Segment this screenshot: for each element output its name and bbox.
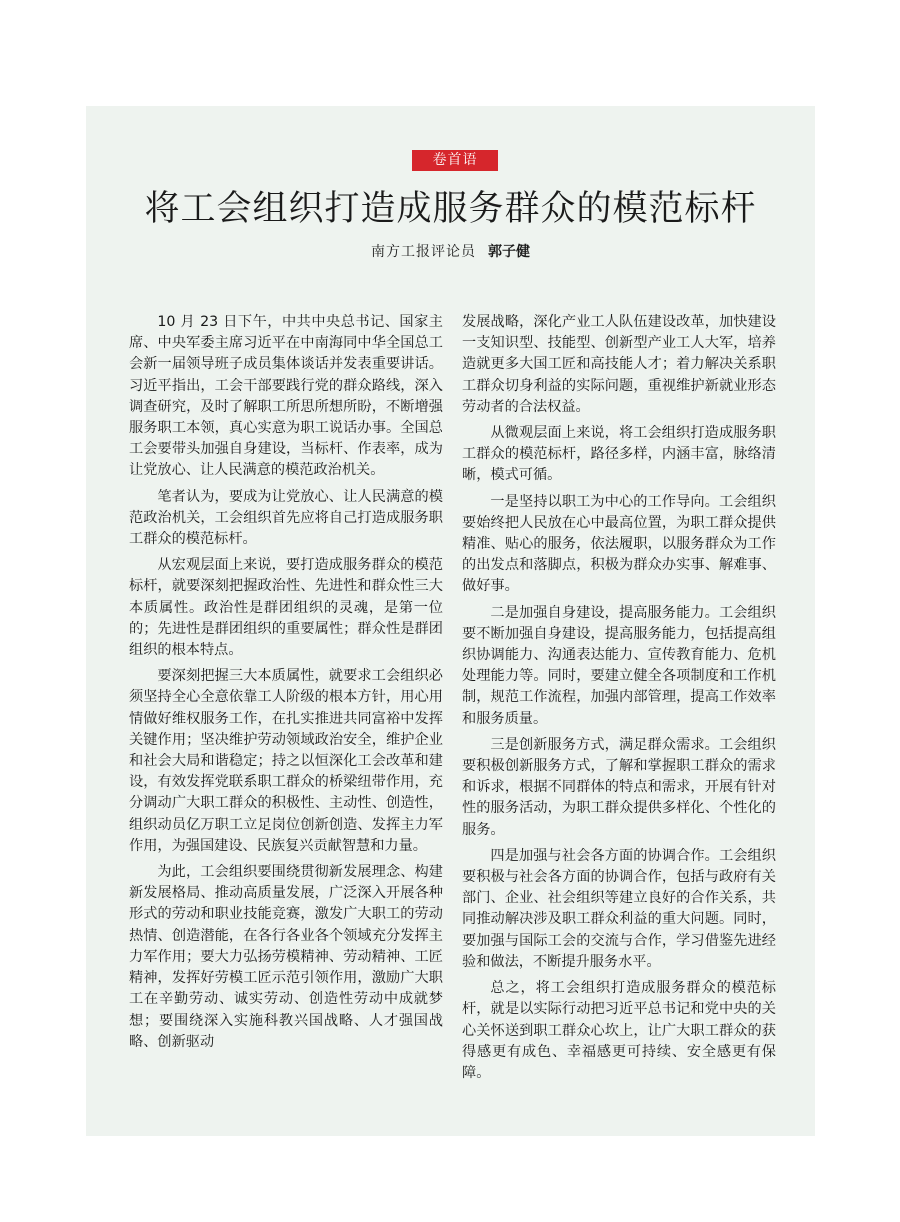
article-column-left <box>129 312 443 1058</box>
paragraph: 从微观层面上来说，将工会组织打造成服务职工群众的模范标杆，路径多样，内涵丰富，脉络清晰，模式可循。 <box>462 425 776 484</box>
byline-role: 南方工报评论员 <box>371 244 476 260</box>
paragraph: 笔者认为，要成为让党放心、让人民满意的模范政治机关，工会组织首先应将自己打造成服务职工群众的模范标杆。 <box>129 488 443 548</box>
paragraph-continued: 发展战略，深化产业工人队伍建设改革，加快建设一支知识型、技能型、创新型产业工人大军，培养造就更多大国工匠和高技能人才；着力解决关系职工群众切身利益的实际问题，重视维护新就业形态劳动者的合法权益。 <box>462 314 776 415</box>
page-title: 将工会组织打造成服务群众的模范标杆 <box>144 189 757 229</box>
byline-author: 郭子健 <box>488 244 530 260</box>
paragraph: 一是坚持以职工为中心的工作导向。工会组织要始终把人民放在心中最高位置，为职工群众提供精准、贴心的服务，依法履职，以服务群众为工作的出发点和落脚点，积极为群众办实事、解难事、做好事。 <box>462 493 776 595</box>
paragraph: 总之，将工会组织打造成服务群众的模范标杆，就是以实际行动把习近平总书记和党中央的关心关怀送到职工群众心坎上，让广大职工群众的获得感更有成色、幸福感更可持续、安全感更有保障。 <box>462 980 776 1081</box>
article-column-right <box>462 312 776 1089</box>
paragraph: 四是加强与社会各方面的协调合作。工会组织要积极与社会各方面的协调合作，包括与政府有关部门、企业、社会组织等建立良好的合作关系，共同推动解决涉及职工群众利益的重大问题。同时，要加强与国际工会的交流与合作，学习借鉴先进经验和做法，不断提升服务水平。 <box>462 847 776 970</box>
byline <box>86 242 815 262</box>
paragraph: 要深刻把握三大本质属性，就要求工会组织必须坚持全心全意依靠工人阶级的根本方针，用心用情做好维权服务工作，在扎实推进共同富裕中发挥关键作用；坚决维护劳动领域政治安全，维护企业和社会大局和谐稳定；持之以恒深化工会改革和建设，有效发挥党联系职工群众的桥梁纽带作用，充分调动广大职工群众的积极性、主动性、创造性，组织动员亿万职工立足岗位创新创造、发挥主力军作用，为强国建设、民族复兴贡献智慧和力量。 <box>129 668 443 854</box>
paragraph: 三是创新服务方式，满足群众需求。工会组织要积极创新服务方式，了解和掌握职工群众的需求和诉求，根据不同群体的特点和需求，开展有针对性的服务活动，为职工群众提供多样化、个性化的服务。 <box>462 736 776 838</box>
paragraph: 10 月 23 日下午，中共中央总书记、国家主席、中央军委主席习近平在中南海同中华全国总工会新一届领导班子成员集体谈话并发表重要讲话。习近平指出，工会干部要践行党的群众路线，深入调查研究，及时了解职工所思所想所盼，不断增强服务职工本领，真心实意为职工说话办事。全国总工会要带头加强自身建设，当标杆、作表率，成为让党放心、让人民满意的模范政治机关。 <box>129 314 443 479</box>
paragraph: 从宏观层面上来说，要打造成服务群众的模范标杆，就要深刻把握政治性、先进性和群众性三大本质属性。政治性是群团组织的灵魂，是第一位的；先进性是群团组织的重要属性；群众性是群团组织的根本特点。 <box>129 557 443 659</box>
paragraph: 为此，工会组织要围绕贯彻新发展理念、构建新发展格局、推动高质量发展，广泛深入开展各种形式的劳动和职业技能竞赛，激发广大职工的劳动热情、创造潜能，在各行各业各个领域充分发挥主力军作用；要大力弘扬劳模精神、劳动精神、工匠精神，发挥好劳模工匠示范引领作用，激励广大职工在辛勤劳动、诚实劳动、创造性劳动中成就梦想；要围绕深入实施科教兴国战略、人才强国战略、创新驱动 <box>129 864 443 1050</box>
section-tag: 卷首语 <box>412 150 498 171</box>
paragraph: 二是加强自身建设，提高服务能力。工会组织要不断加强自身建设，提高服务能力，包括提高组织协调能力、沟通表达能力、宣传教育能力、危机处理能力等。同时，要建立健全各项制度和工作机制，规范工作流程，加强内部管理，提高工作效率和服务质量。 <box>462 604 776 727</box>
